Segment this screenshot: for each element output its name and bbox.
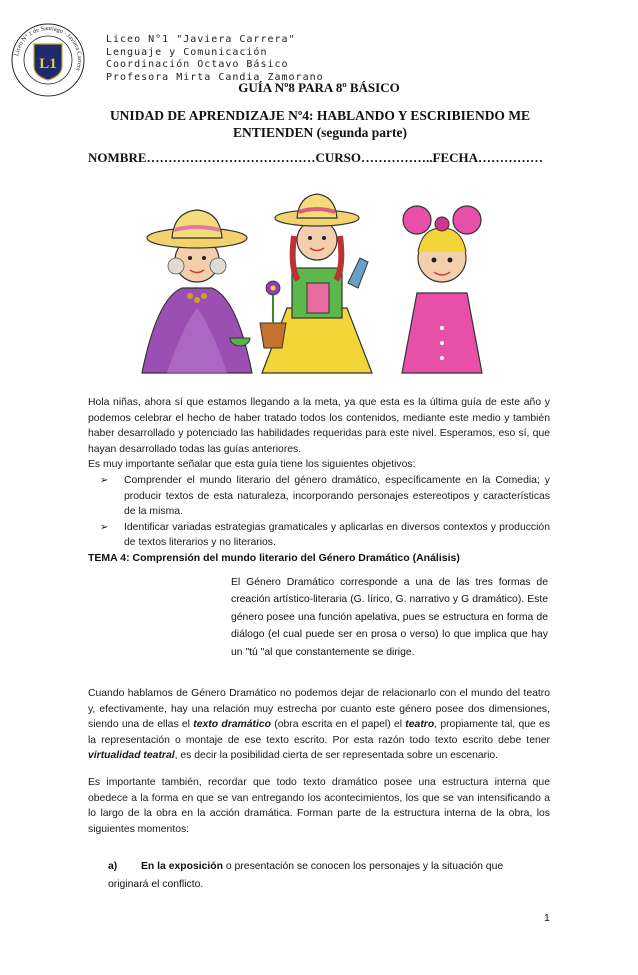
- girls-illustration: [112, 188, 512, 388]
- objectives-list: [88, 473, 550, 551]
- logo-ring-text: Liceo N° 1 de Santiago · Javiera Carrera: [13, 24, 84, 72]
- guia-title: GUÍA Nº8 PARA 8º BÁSICO: [238, 80, 400, 95]
- objective-text: Identificar variadas estrategias gramaticales y aplicarlas en diversos contextos y producción de textos literarios y no literarios.: [124, 521, 550, 549]
- school-info: [106, 34, 324, 84]
- genre-definition: El Género Dramático corresponde a una de las tres formas de creación artístico-literaria (G. lírico, G. narrativo y G dramático). Este género posee una función apelativa, pues se estructura en forma de diálogo (el cual puede ser en prosa o verso) lo que implica que hay un "tú "al que constantemente se dirige.: [231, 577, 548, 658]
- term-virtualidad: virtualidad teatral: [88, 750, 175, 762]
- term-teatro: teatro: [405, 719, 435, 731]
- theatre-text-3: , propiamente tal, que es la representación o montaje de ese texto escrito. Por esta razón todo texto escrito debe tener: [88, 719, 551, 746]
- intro-section: [88, 395, 550, 551]
- theatre-text-4: , es decir la posibilidad cierta de ser representada sobre un escenario.: [174, 750, 499, 762]
- girl-green-apron: [260, 194, 372, 373]
- moment-a: [108, 858, 528, 894]
- arrow-bullet-icon: ➢: [100, 521, 109, 533]
- theatre-paragraph: [88, 686, 550, 764]
- girl-purple-dress: [142, 210, 252, 373]
- school-line-2: Lenguaje y Comunicación: [106, 46, 268, 58]
- theatre-text-2: (obra escrita en el papel) el: [271, 719, 406, 731]
- term-texto-dramatico: texto dramático: [193, 719, 272, 731]
- moment-term: En la exposición: [141, 861, 223, 872]
- objective-item: [88, 473, 550, 520]
- objective-item: [88, 520, 550, 551]
- tema-title: TEMA 4: Comprensión del mundo literario del Género Dramático (Análisis): [88, 552, 460, 564]
- school-line-1: Liceo N°1 "Javiera Carrera": [106, 34, 296, 45]
- theatre-text-1: Cuando hablamos de Género Dramático no podemos dejar de relacionarlo con el mundo del teatro y, efectivamente, hay una relación muy estrecha por cuanto este género posee dos dimensiones, siendo una de ellas el: [88, 688, 550, 731]
- school-line-4: Profesora Mirta Candia Zamorano: [106, 71, 324, 83]
- structure-paragraph: Es importante también, recordar que todo texto dramático posee una estructura interna que obedece a la forma en que se van entregando los acontecimientos, los que se van intensificando a lo largo de la obra en la acción dramática. Forman parte de la estructura interna de la obra, los siguientes momentos:: [88, 777, 550, 835]
- page-number: 1: [544, 912, 550, 924]
- girl-pink-dress: [402, 206, 482, 373]
- logo-monogram: L1: [39, 56, 57, 72]
- moment-label: a): [108, 861, 118, 872]
- objective-text: Comprender el mundo literario del género dramático, específicamente en la Comedia; y producir textos de esta naturaleza, incorporando personajes estereotipos y características de la misma.: [124, 474, 550, 518]
- intro-greeting: Hola niñas, ahora sí que estamos llegando a la meta, ya que esta es la última guía de este año y podemos celebrar el hecho de haber tratado todos los contenidos, mediante este medio y también haber desarrollado y potenciado las habilidades requeridas para este nivel. Esperamos, eso sí, que hayan desarrollado todas las guías anteriores.: [88, 397, 550, 455]
- moment-text: o presentación se conocen los personajes y la situación que originará el conflicto.: [108, 861, 504, 890]
- school-line-3: Coordinación Octavo Básico: [106, 59, 289, 70]
- objectives-intro: Es muy importante señalar que esta guía tiene los siguientes objetivos:: [88, 459, 416, 471]
- student-info-line: NOMBRE…………………………………CURSO……………..FECHA……………: [88, 150, 544, 165]
- arrow-bullet-icon: ➢: [100, 474, 109, 486]
- unidad-title: UNIDAD DE APRENDIZAJE Nº4: HABLANDO Y ESCRIBIENDO ME ENTIENDEN (segunda parte): [109, 108, 531, 140]
